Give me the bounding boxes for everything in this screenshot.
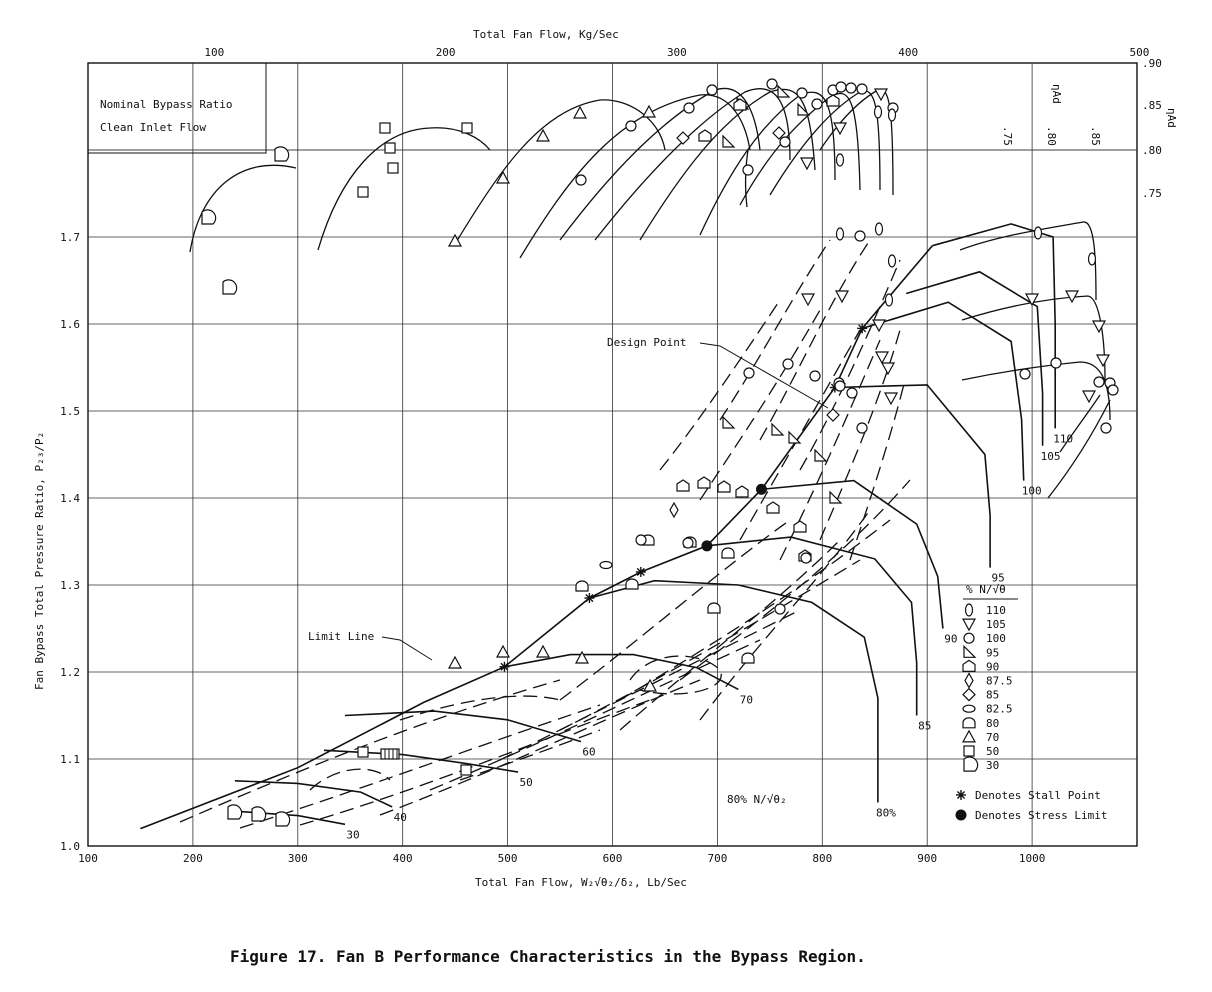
- data-marker: [670, 503, 678, 517]
- legend: [956, 583, 1108, 822]
- legend-symbol-90: [963, 660, 975, 671]
- x-tick-label: 800: [812, 852, 833, 865]
- data-marker: [875, 106, 882, 118]
- stall-point: [636, 567, 646, 577]
- legend-label-105: 105: [986, 618, 1006, 632]
- stress-limit-point: [701, 540, 712, 551]
- box-line-2: Clean Inlet Flow: [100, 121, 206, 134]
- data-marker: [636, 535, 646, 545]
- speed-line-label-30: 30: [346, 828, 360, 842]
- speed-line-label-80: 80%: [875, 806, 896, 820]
- efficiency-contour: [660, 300, 780, 470]
- legend-label-82.5: 82.5: [986, 702, 1013, 716]
- data-marker: [275, 147, 289, 161]
- y-axis-title: Fan Bypass Total Pressure Ratio, P₂₃/P₂: [33, 431, 46, 690]
- data-marker: [812, 99, 822, 109]
- data-marker: [576, 175, 586, 185]
- data-marker: [462, 123, 472, 133]
- stall-point: [499, 662, 509, 672]
- legend-label-87.5: 87.5: [986, 674, 1013, 688]
- eff-right-tick-label: .75: [1142, 187, 1162, 200]
- data-marker: [857, 423, 867, 433]
- x-tick-label: 1000: [1018, 852, 1046, 865]
- legend-symbol-82.5: [963, 705, 975, 712]
- data-marker: [1094, 377, 1104, 387]
- data-marker: [847, 388, 857, 398]
- data-marker: [873, 320, 885, 331]
- y-tick-label: 1.3: [60, 579, 80, 592]
- efficiency-contour: [240, 705, 600, 828]
- data-marker: [537, 646, 549, 657]
- eff-right-tick-label: .80: [1142, 144, 1162, 157]
- legend-label-80: 80: [986, 716, 1000, 730]
- speed-lines: [140, 224, 1073, 841]
- figure-caption: Figure 17. Fan B Performance Characteristics in the Bypass Region.: [230, 947, 866, 966]
- data-marker: [744, 368, 754, 378]
- data-marker: [1089, 253, 1096, 265]
- speed-line-label-70: 70: [739, 693, 754, 707]
- data-marker: [1108, 385, 1118, 395]
- limit-line: [140, 246, 932, 829]
- x2-axis-title: Total Fan Flow, Kg/Sec: [473, 28, 619, 41]
- eff-right-tick-label: .90: [1142, 57, 1162, 70]
- speed-axis-label: 80% N/√θ₂: [727, 793, 787, 806]
- data-marker: [723, 136, 734, 147]
- speed-line-label-40: 40: [393, 810, 407, 824]
- data-marker: [1083, 391, 1095, 402]
- data-marker: [708, 603, 720, 613]
- data-marker: [882, 363, 894, 374]
- data-marker: [722, 548, 734, 558]
- efficiency-contour: [300, 700, 650, 825]
- speed-line-95: [835, 385, 990, 568]
- eff-top-tick-label: .85: [1089, 126, 1102, 146]
- legend-symbol-110: [966, 604, 973, 616]
- data-marker: [600, 562, 612, 569]
- data-marker: [837, 228, 844, 240]
- legend-label-100: 100: [986, 632, 1006, 646]
- data-marker: [576, 652, 588, 663]
- data-marker: [1020, 369, 1030, 379]
- data-marker: [228, 805, 242, 819]
- data-marker: [276, 812, 290, 826]
- design-point-label: Design Point: [607, 336, 687, 349]
- data-marker: [698, 477, 710, 488]
- speed-line-label-90: 90: [944, 632, 958, 646]
- legend-symbol-30: [964, 757, 978, 771]
- data-marker: [836, 82, 846, 92]
- data-marker: [876, 352, 888, 363]
- data-marker: [885, 393, 897, 404]
- data-marker: [574, 107, 586, 118]
- data-marker: [783, 359, 793, 369]
- speed-line-label-105: 105: [1040, 449, 1061, 463]
- data-markers: [202, 79, 1118, 826]
- data-marker: [797, 88, 807, 98]
- kg-tick-label: 200: [435, 46, 456, 59]
- data-marker: [677, 480, 689, 491]
- speed-line-110: [932, 224, 1055, 429]
- legend-symbol-100: [964, 633, 974, 643]
- x-tick-label: 300: [287, 852, 308, 865]
- legend-stall-symbol: [956, 790, 966, 800]
- y-tick-label: 1.7: [60, 231, 80, 244]
- legend-symbol-87.5: [965, 674, 973, 688]
- legend-label-85: 85: [986, 688, 1000, 702]
- legend-stress-symbol: [956, 810, 967, 821]
- data-marker: [358, 187, 368, 197]
- legend-symbol-85: [963, 689, 975, 701]
- efficiency-contour: [680, 480, 910, 680]
- x-tick-label: 200: [182, 852, 203, 865]
- legend-label-110: 110: [986, 604, 1006, 617]
- design-point-leader: [700, 343, 828, 408]
- stall-point: [584, 593, 594, 603]
- data-marker: [801, 553, 811, 563]
- data-marker: [837, 154, 844, 166]
- data-marker: [802, 294, 814, 305]
- legend-stress-label: Denotes Stress Limit: [975, 809, 1108, 822]
- data-marker: [835, 381, 845, 391]
- speed-line-label-50: 50: [519, 776, 533, 790]
- speed-line-label-95: 95: [991, 571, 1005, 585]
- data-marker: [1093, 321, 1105, 332]
- legend-header: % N/√θ: [966, 583, 1006, 596]
- data-marker: [857, 84, 867, 94]
- data-marker: [767, 79, 777, 89]
- y-tick-label: 1.2: [60, 666, 80, 679]
- data-marker: [780, 137, 790, 147]
- grid: [88, 63, 1137, 846]
- data-marker: [734, 99, 746, 110]
- data-marker: [810, 371, 820, 381]
- eff-axis-title-right: ηAd: [1165, 108, 1178, 128]
- data-marker: [772, 424, 783, 435]
- data-marker: [889, 255, 896, 267]
- data-marker: [202, 210, 216, 224]
- efficiency-contours: [180, 240, 910, 828]
- efficiency-contour: [620, 540, 840, 730]
- data-marker: [889, 109, 896, 121]
- data-marker: [358, 747, 368, 757]
- legend-stall-label: Denotes Stall Point: [975, 789, 1101, 802]
- x-tick-label: 700: [707, 852, 728, 865]
- data-marker: [223, 280, 237, 294]
- efficiency-contour: [820, 330, 900, 540]
- kg-tick-label: 300: [666, 46, 687, 59]
- data-marker: [626, 121, 636, 131]
- limit-line-leader: [382, 637, 432, 660]
- legend-symbol-50: [964, 746, 974, 756]
- stress-limit-point: [756, 484, 767, 495]
- data-marker: [388, 163, 398, 173]
- legend-label-90: 90: [986, 660, 1000, 674]
- data-marker: [718, 481, 730, 492]
- eff-right-tick-label: .85: [1142, 99, 1162, 112]
- legend-symbol-95: [964, 646, 975, 657]
- data-marker: [684, 103, 694, 113]
- efficiency-contour: [720, 240, 830, 420]
- data-marker: [827, 95, 839, 106]
- data-marker: [886, 294, 893, 306]
- legend-label-95: 95: [986, 646, 1000, 660]
- speed-line-label-110: 110: [1053, 432, 1074, 446]
- eff-axis-title-top: ηAd: [1050, 84, 1063, 104]
- data-marker: [449, 657, 461, 668]
- data-marker: [380, 123, 390, 133]
- y-tick-label: 1.4: [60, 492, 80, 505]
- legend-label-70: 70: [986, 730, 1000, 744]
- y-tick-label: 1.0: [60, 840, 80, 853]
- data-marker: [815, 450, 826, 461]
- box-line-1: Nominal Bypass Ratio: [100, 98, 233, 111]
- data-marker: [1051, 358, 1061, 368]
- data-marker: [677, 132, 689, 144]
- speed-line-100: [862, 302, 1024, 480]
- speed-line-80: [589, 581, 878, 803]
- data-marker: [801, 158, 813, 169]
- data-marker: [683, 538, 693, 548]
- efficiency-curve: [960, 222, 1096, 300]
- x-tick-label: 500: [497, 852, 518, 865]
- efficiency-contour: [700, 510, 870, 720]
- efficiency-contour: [460, 730, 600, 780]
- x-tick-label: 400: [392, 852, 413, 865]
- x-tick-label: 600: [602, 852, 623, 865]
- kg-tick-label: 100: [204, 46, 225, 59]
- data-marker: [736, 486, 748, 497]
- data-marker-cluster: [381, 749, 399, 759]
- limit-line-label: Limit Line: [308, 630, 375, 643]
- y-tick-label: 1.6: [60, 318, 80, 331]
- data-marker: [723, 417, 734, 428]
- data-marker: [742, 653, 754, 663]
- y-tick-label: 1.5: [60, 405, 80, 418]
- efficiency-curve: [746, 150, 748, 207]
- efficiency-contour: [850, 380, 905, 560]
- x-tick-label: 100: [78, 852, 98, 865]
- eff-top-tick-label: .80: [1045, 126, 1058, 146]
- data-marker: [875, 89, 887, 100]
- data-marker: [461, 765, 471, 775]
- speed-line-label-60: 60: [582, 745, 596, 759]
- data-marker: [876, 223, 883, 235]
- legend-label-30: 30: [986, 759, 1000, 773]
- data-marker: [1101, 423, 1111, 433]
- data-marker: [855, 231, 865, 241]
- efficiency-contour: [180, 680, 560, 822]
- stall-point: [857, 323, 867, 333]
- speed-line-label-85: 85: [918, 719, 932, 733]
- data-marker: [699, 130, 711, 141]
- data-marker: [1097, 355, 1109, 366]
- speed-line-label-100: 100: [1021, 484, 1042, 498]
- data-marker: [707, 85, 717, 95]
- data-marker: [775, 604, 785, 614]
- data-marker: [252, 807, 266, 821]
- data-marker: [626, 579, 638, 589]
- kg-tick-label: 400: [898, 46, 919, 59]
- legend-label-50: 50: [986, 745, 1000, 758]
- data-marker: [576, 581, 588, 591]
- data-marker: [836, 291, 848, 302]
- data-marker: [846, 83, 856, 93]
- legend-symbol-70: [963, 731, 975, 742]
- efficiency-curve: [190, 165, 296, 252]
- legend-symbol-80: [963, 718, 975, 728]
- y-tick-label: 1.1: [60, 753, 80, 766]
- legend-symbol-105: [963, 619, 975, 630]
- x-axis-title: Total Fan Flow, W₂√θ₂/δ₂, Lb/Sec: [475, 876, 687, 889]
- efficiency-contour: [700, 310, 820, 500]
- kg-tick-label: 500: [1129, 46, 1150, 59]
- eff-top-tick-label: .75: [1001, 126, 1014, 146]
- data-marker: [778, 86, 789, 97]
- data-marker: [794, 521, 806, 532]
- data-marker: [385, 143, 395, 153]
- data-marker: [767, 502, 779, 513]
- data-marker: [1035, 227, 1042, 239]
- efficiency-curve: [318, 128, 490, 250]
- x-tick-label: 900: [917, 852, 938, 865]
- data-marker: [743, 165, 753, 175]
- efficiency-contour: [620, 520, 890, 700]
